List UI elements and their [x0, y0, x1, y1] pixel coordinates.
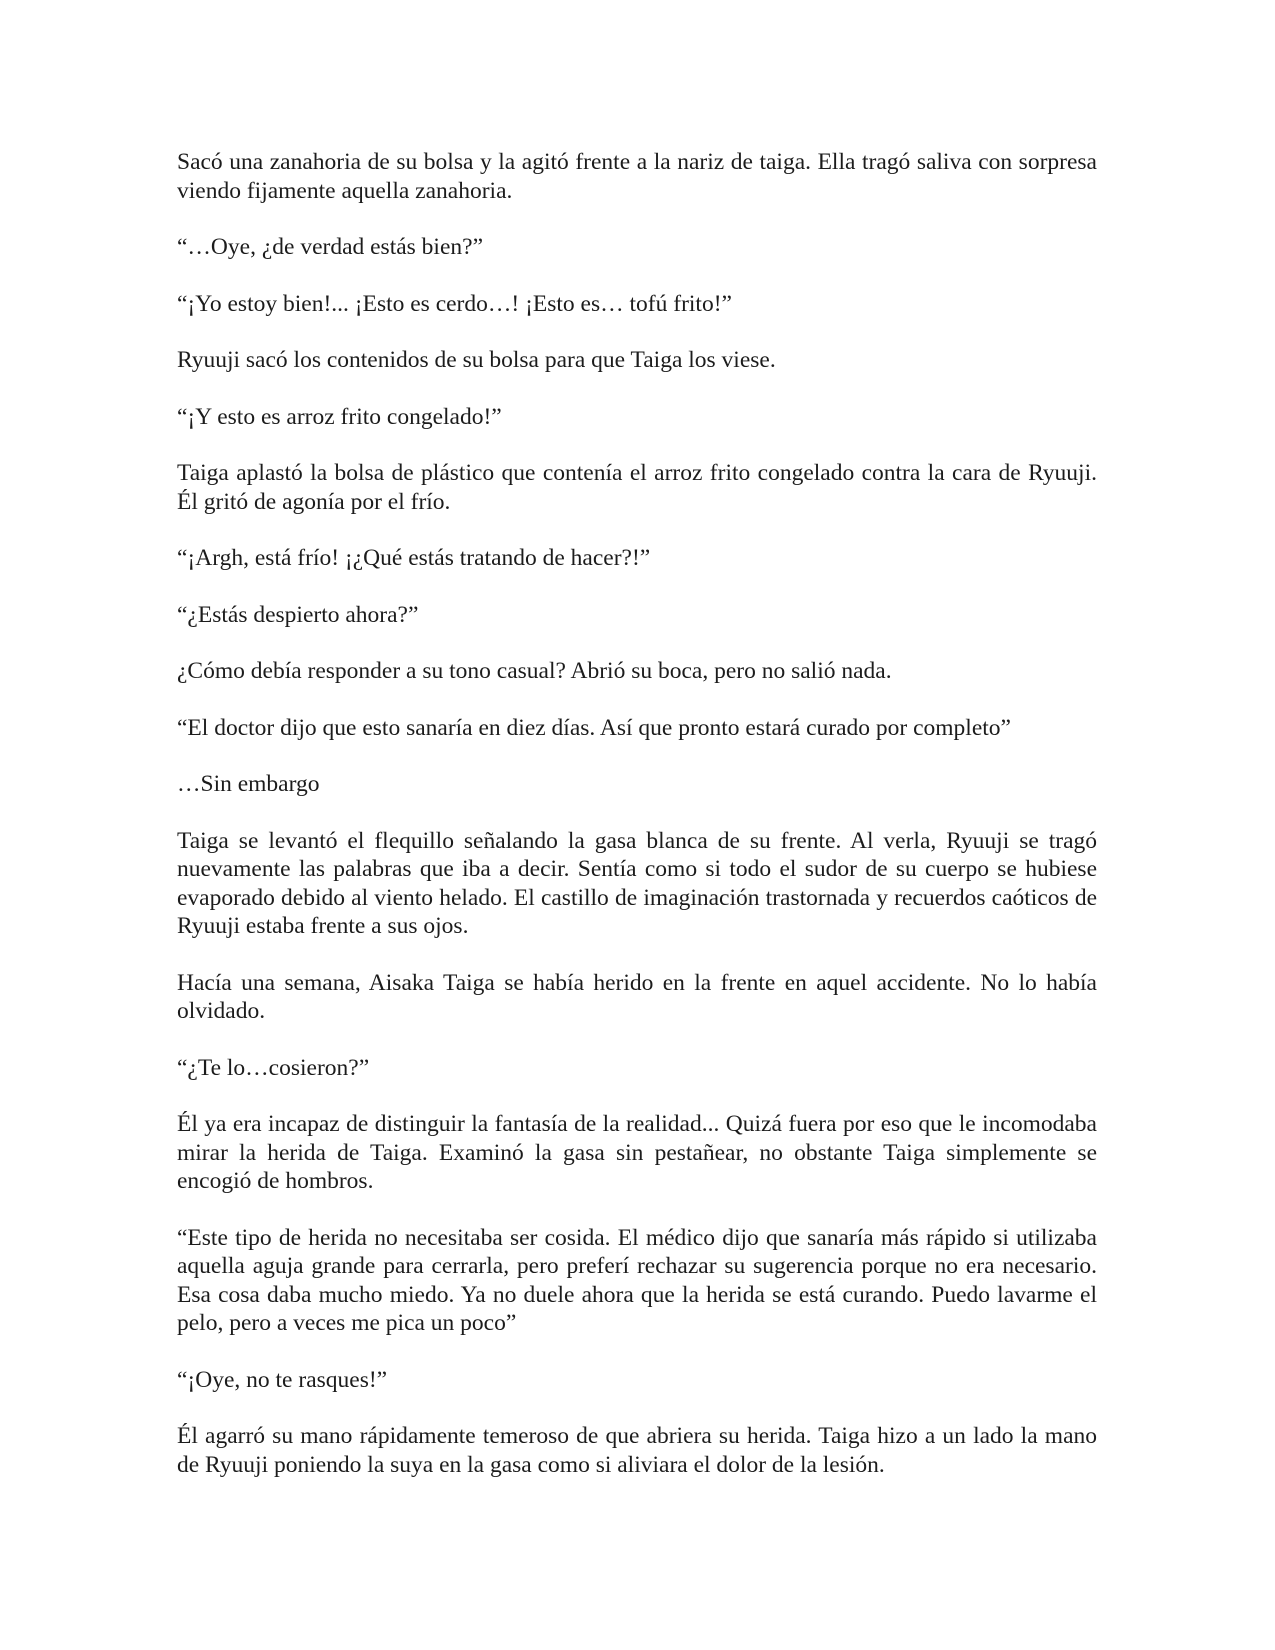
paragraph: “…Oye, ¿de verdad estás bien?”: [177, 234, 484, 260]
paragraph: “¡Yo estoy bien!... ¡Esto es cerdo…! ¡Esto es… tofú frito!”: [177, 290, 732, 317]
paragraph: Hacía una semana, Aisaka Taiga se había herido en la frente en aquel accidente. No lo había olvidado.: [177, 969, 1097, 1024]
paragraph: Ryuuji sacó los contenidos de su bolsa para que Taiga los viese.: [177, 347, 776, 373]
paragraph: Sacó una zanahoria de su bolsa y la agitó frente a la nariz de taiga. Ella tragó saliva con sorpresa viendo fijamente aquella zanahoria.: [177, 149, 1097, 204]
paragraph: “¿Te lo…cosieron?”: [177, 1054, 370, 1081]
paragraph: “¡Y esto es arroz frito congelado!”: [177, 403, 502, 430]
paragraph: Taiga se levantó el flequillo señalando la gasa blanca de su frente. Al verla, Ryuuji se tragó nuevamente las palabras que iba a decir. Sentía como si todo el sudor de su cuerpo se hubiese evaporado debido al viento helado. El castillo de imaginación trastornada y recuerdos caóticos de Ryuuji estaba frente a sus ojos.: [177, 827, 1097, 939]
paragraph: …Sin embargo: [177, 771, 320, 797]
body-text: [177, 148, 1097, 1507]
paragraph: “¡Oye, no te rasques!”: [177, 1366, 388, 1393]
paragraph: Él ya era incapaz de distinguir la fantasía de la realidad... Quizá fuera por eso que le incomodaba mirar la herida de Taiga. Examinó la gasa sin pestañear, no obstante Taiga simplemente se encogió de hombros.: [177, 1111, 1097, 1194]
paragraph: ¿Cómo debía responder a su tono casual? Abrió su boca, pero no salió nada.: [177, 658, 892, 684]
paragraph: “¿Estás despierto ahora?”: [177, 601, 419, 628]
paragraph: Él agarró su mano rápidamente temeroso de que abriera su herida. Taiga hizo a un lado la mano de Ryuuji poniendo la suya en la gasa como si aliviara el dolor de la lesión.: [177, 1423, 1097, 1478]
paragraph: Taiga aplastó la bolsa de plástico que contenía el arroz frito congelado contra la cara de Ryuuji. Él gritó de agonía por el frío.: [177, 460, 1097, 515]
paragraph: “¡Argh, está frío! ¡¿Qué estás tratando de hacer?!”: [177, 545, 651, 571]
paragraph: “El doctor dijo que esto sanaría en diez días. Así que pronto estará curado por completo”: [177, 714, 1011, 741]
paragraph: “Este tipo de herida no necesitaba ser cosida. El médico dijo que sanaría más rápido si utilizaba aquella aguja grande para cerrarla, pero preferí rechazar su sugerencia porque no era necesario. Esa cosa daba mucho miedo. Ya no duele ahora que la herida se está curando. Puedo lavarme el pelo, pero a veces me pica un poco”: [177, 1224, 1097, 1336]
